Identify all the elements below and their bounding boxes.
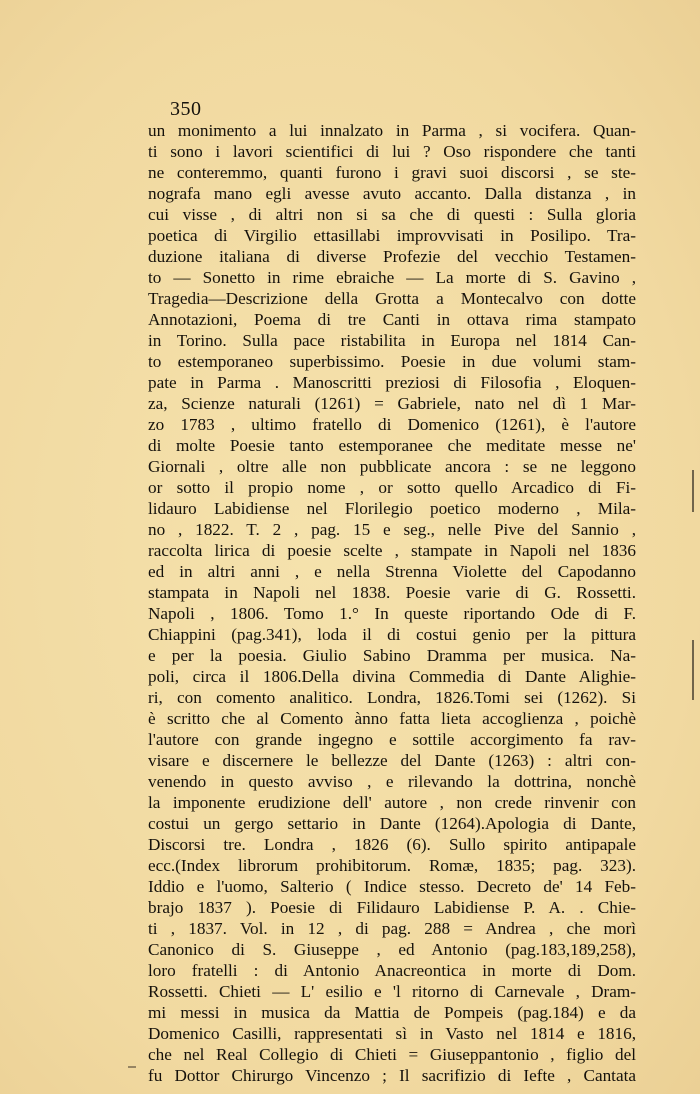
text-line: Discorsi tre. Londra , 1826 (6). Sullo spirito antipapale (148, 835, 636, 854)
text-line: za, Scienze naturali (1261) = Gabriele, nato nel dì 1 Mar- (148, 394, 636, 413)
text-line: la imponente erudizione dell' autore , non crede rinvenir con (148, 793, 636, 812)
text-line: ti sono i lavori scientifici di lui ? Oso rispondere che tanti (148, 142, 636, 161)
text-line: pate in Parma . Manoscritti preziosi di Filosofia , Eloquen- (148, 373, 636, 392)
text-line: ecc.(Index librorum prohibitorum. Romæ, 1835; pag. 323). (148, 856, 636, 875)
text-line: cui visse , di altri non si sa che di questi : Sulla gloria (148, 205, 636, 224)
text-line: Annotazioni, Poema di tre Canti in ottava rima stampato (148, 310, 636, 329)
text-line: Canonico di S. Giuseppe , ed Antonio (pag.183,189,258), (148, 940, 636, 959)
text-line: duzione italiana di diverse Profezie del vecchio Testamen- (148, 247, 636, 266)
text-line: in Torino. Sulla pace ristabilita in Europa nel 1814 Can- (148, 331, 636, 350)
text-line: l'autore con grande ingegno e sottile accorgimento fa rav- (148, 730, 636, 749)
text-line: ed in altri anni , e nella Strenna Violette del Capodanno (148, 562, 636, 581)
text-line: di molte Poesie tanto estemporanee che meditate messe ne' (148, 436, 636, 455)
text-line: costui un gergo settario in Dante (1264).Apologia di Dante, (148, 814, 636, 833)
body-text (148, 120, 636, 1086)
text-line: no , 1822. T. 2 , pag. 15 e seg., nelle Pive del Sannio , (148, 520, 636, 539)
text-line: un monimento a lui innalzato in Parma , si vocifera. Quan- (148, 121, 636, 140)
text-line: raccolta lirica di poesie scelte , stampate in Napoli nel 1836 (148, 541, 636, 560)
text-line: stampata in Napoli nel 1838. Poesie varie di G. Rossetti. (148, 583, 636, 602)
text-line: che nel Real Collegio di Chieti = Giuseppantonio , figlio del (148, 1045, 636, 1064)
text-line: to estemporaneo superbissimo. Poesie in due volumi stam- (148, 352, 636, 371)
text-line: fu Dottor Chirurgo Vincenzo ; Il sacrifizio di Iefte , Cantata (148, 1066, 636, 1085)
text-line: lidauro Labidiense nel Florilegio poetico moderno , Mila- (148, 499, 636, 518)
page-edge-mark (692, 640, 694, 700)
text-line: to — Sonetto in rime ebraiche — La morte di S. Gavino , (148, 268, 636, 287)
text-line: visare e discernere le bellezze del Dante (1263) : altri con- (148, 751, 636, 770)
text-line: e per la poesia. Giulio Sabino Dramma per musica. Na- (148, 646, 636, 665)
text-line: ne conteremmo, quanti furono i gravi suoi discorsi , se ste- (148, 163, 636, 182)
page-number: 350 (170, 98, 202, 120)
text-line: Chiappini (pag.341), loda il di costui genio per la pittura (148, 625, 636, 644)
text-line: Domenico Casilli, rappresentati sì in Vasto nel 1814 e 1816, (148, 1024, 636, 1043)
text-line: Iddio e l'uomo, Salterio ( Indice stesso. Decreto de' 14 Feb- (148, 877, 636, 896)
text-line: Giornali , oltre alle non pubblicate ancora : se ne leggono (148, 457, 636, 476)
text-line: poetica di Virgilio ettasillabi improvvisati in Posilipo. Tra- (148, 226, 636, 245)
text-line: Napoli , 1806. Tomo 1.° In queste riportando Ode di F. (148, 604, 636, 623)
text-line: nografa mano egli avesse avuto accanto. Dalla distanza , in (148, 184, 636, 203)
text-line: poli, circa il 1806.Della divina Commedia di Dante Alighie- (148, 667, 636, 686)
text-line: mi messi in musica da Mattia de Pompeis (pag.184) e da (148, 1003, 636, 1022)
ink-speck (128, 1066, 136, 1068)
text-line: Rossetti. Chieti — L' esilio e 'l ritorno di Carnevale , Dram- (148, 982, 636, 1001)
text-line: ri, con comento analitico. Londra, 1826.Tomi sei (1262). Si (148, 688, 636, 707)
text-line: Tragedia—Descrizione della Grotta a Montecalvo con dotte (148, 289, 636, 308)
text-line: è scritto che al Comento ànno fatta lieta accoglienza , poichè (148, 709, 636, 728)
text-line: brajo 1837 ). Poesie di Filidauro Labidiense P. A. . Chie- (148, 898, 636, 917)
text-line: zo 1783 , ultimo fratello di Domenico (1261), è l'autore (148, 415, 636, 434)
text-line: venendo in questo avviso , e rilevando la dottrina, nonchè (148, 772, 636, 791)
text-line: loro fratelli : di Antonio Anacreontica in morte di Dom. (148, 961, 636, 980)
page-edge-mark (692, 470, 694, 512)
text-line: ti , 1837. Vol. in 12 , di pag. 288 = Andrea , che morì (148, 919, 636, 938)
text-line: or sotto il propio nome , or sotto quello Arcadico di Fi- (148, 478, 636, 497)
